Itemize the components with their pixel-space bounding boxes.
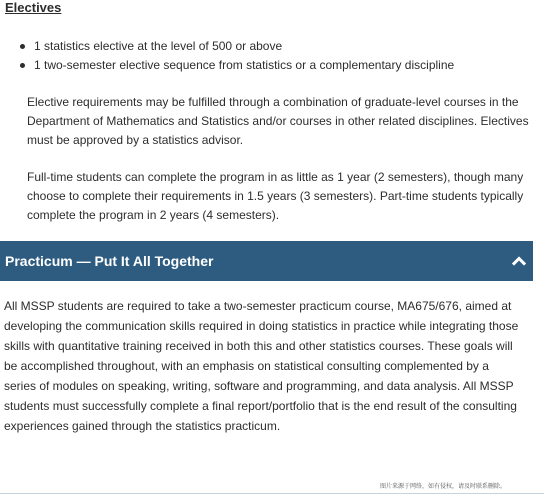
practicum-description: All MSSP students are required to take a two-semester practicum course, MA675/676, aimed at developing the communication skills required in doing statistics in practice while integrating those skills with quantitative training received in both this and other statistics courses. These goals will be accomplished throughout, with an emphasis on statistical consulting complemented by a series of modules on speaking, writing, software and programming, and data analysis. All MSSP students must successfully complete a final report/portfolio that is the end result of the consulting experiences gained through the statistics practicum. (4, 299, 519, 433)
list-item: 1 statistics elective at the level of 500 or above (34, 37, 454, 56)
practicum-accordion-header[interactable] (0, 241, 533, 281)
watermark-text: 图片来源于网络，如有侵权，请及时联系删除。 (379, 483, 506, 490)
electives-heading: Electives (5, 0, 62, 15)
chevron-up-icon[interactable] (511, 253, 527, 269)
electives-requirements-paragraph: Elective requirements may be fulfilled through a combination of graduate-level courses in the Department of Mathematics and Statistics and/or courses in other related disciplines. Electives must be approved by a statistics advisor. (27, 95, 529, 147)
list-item: 1 two-semester elective sequence from statistics or a complementary discipline (34, 56, 454, 75)
divider (0, 493, 544, 494)
electives-list (0, 37, 454, 75)
practicum-title: Practicum — Put It All Together (5, 253, 214, 269)
program-duration-paragraph: Full-time students can complete the program in as little as 1 year (2 semesters), though many choose to complete their requirements in 1.5 years (3 semesters). Part-time students typically complete the program in 2 years (4 semesters). (27, 170, 524, 222)
